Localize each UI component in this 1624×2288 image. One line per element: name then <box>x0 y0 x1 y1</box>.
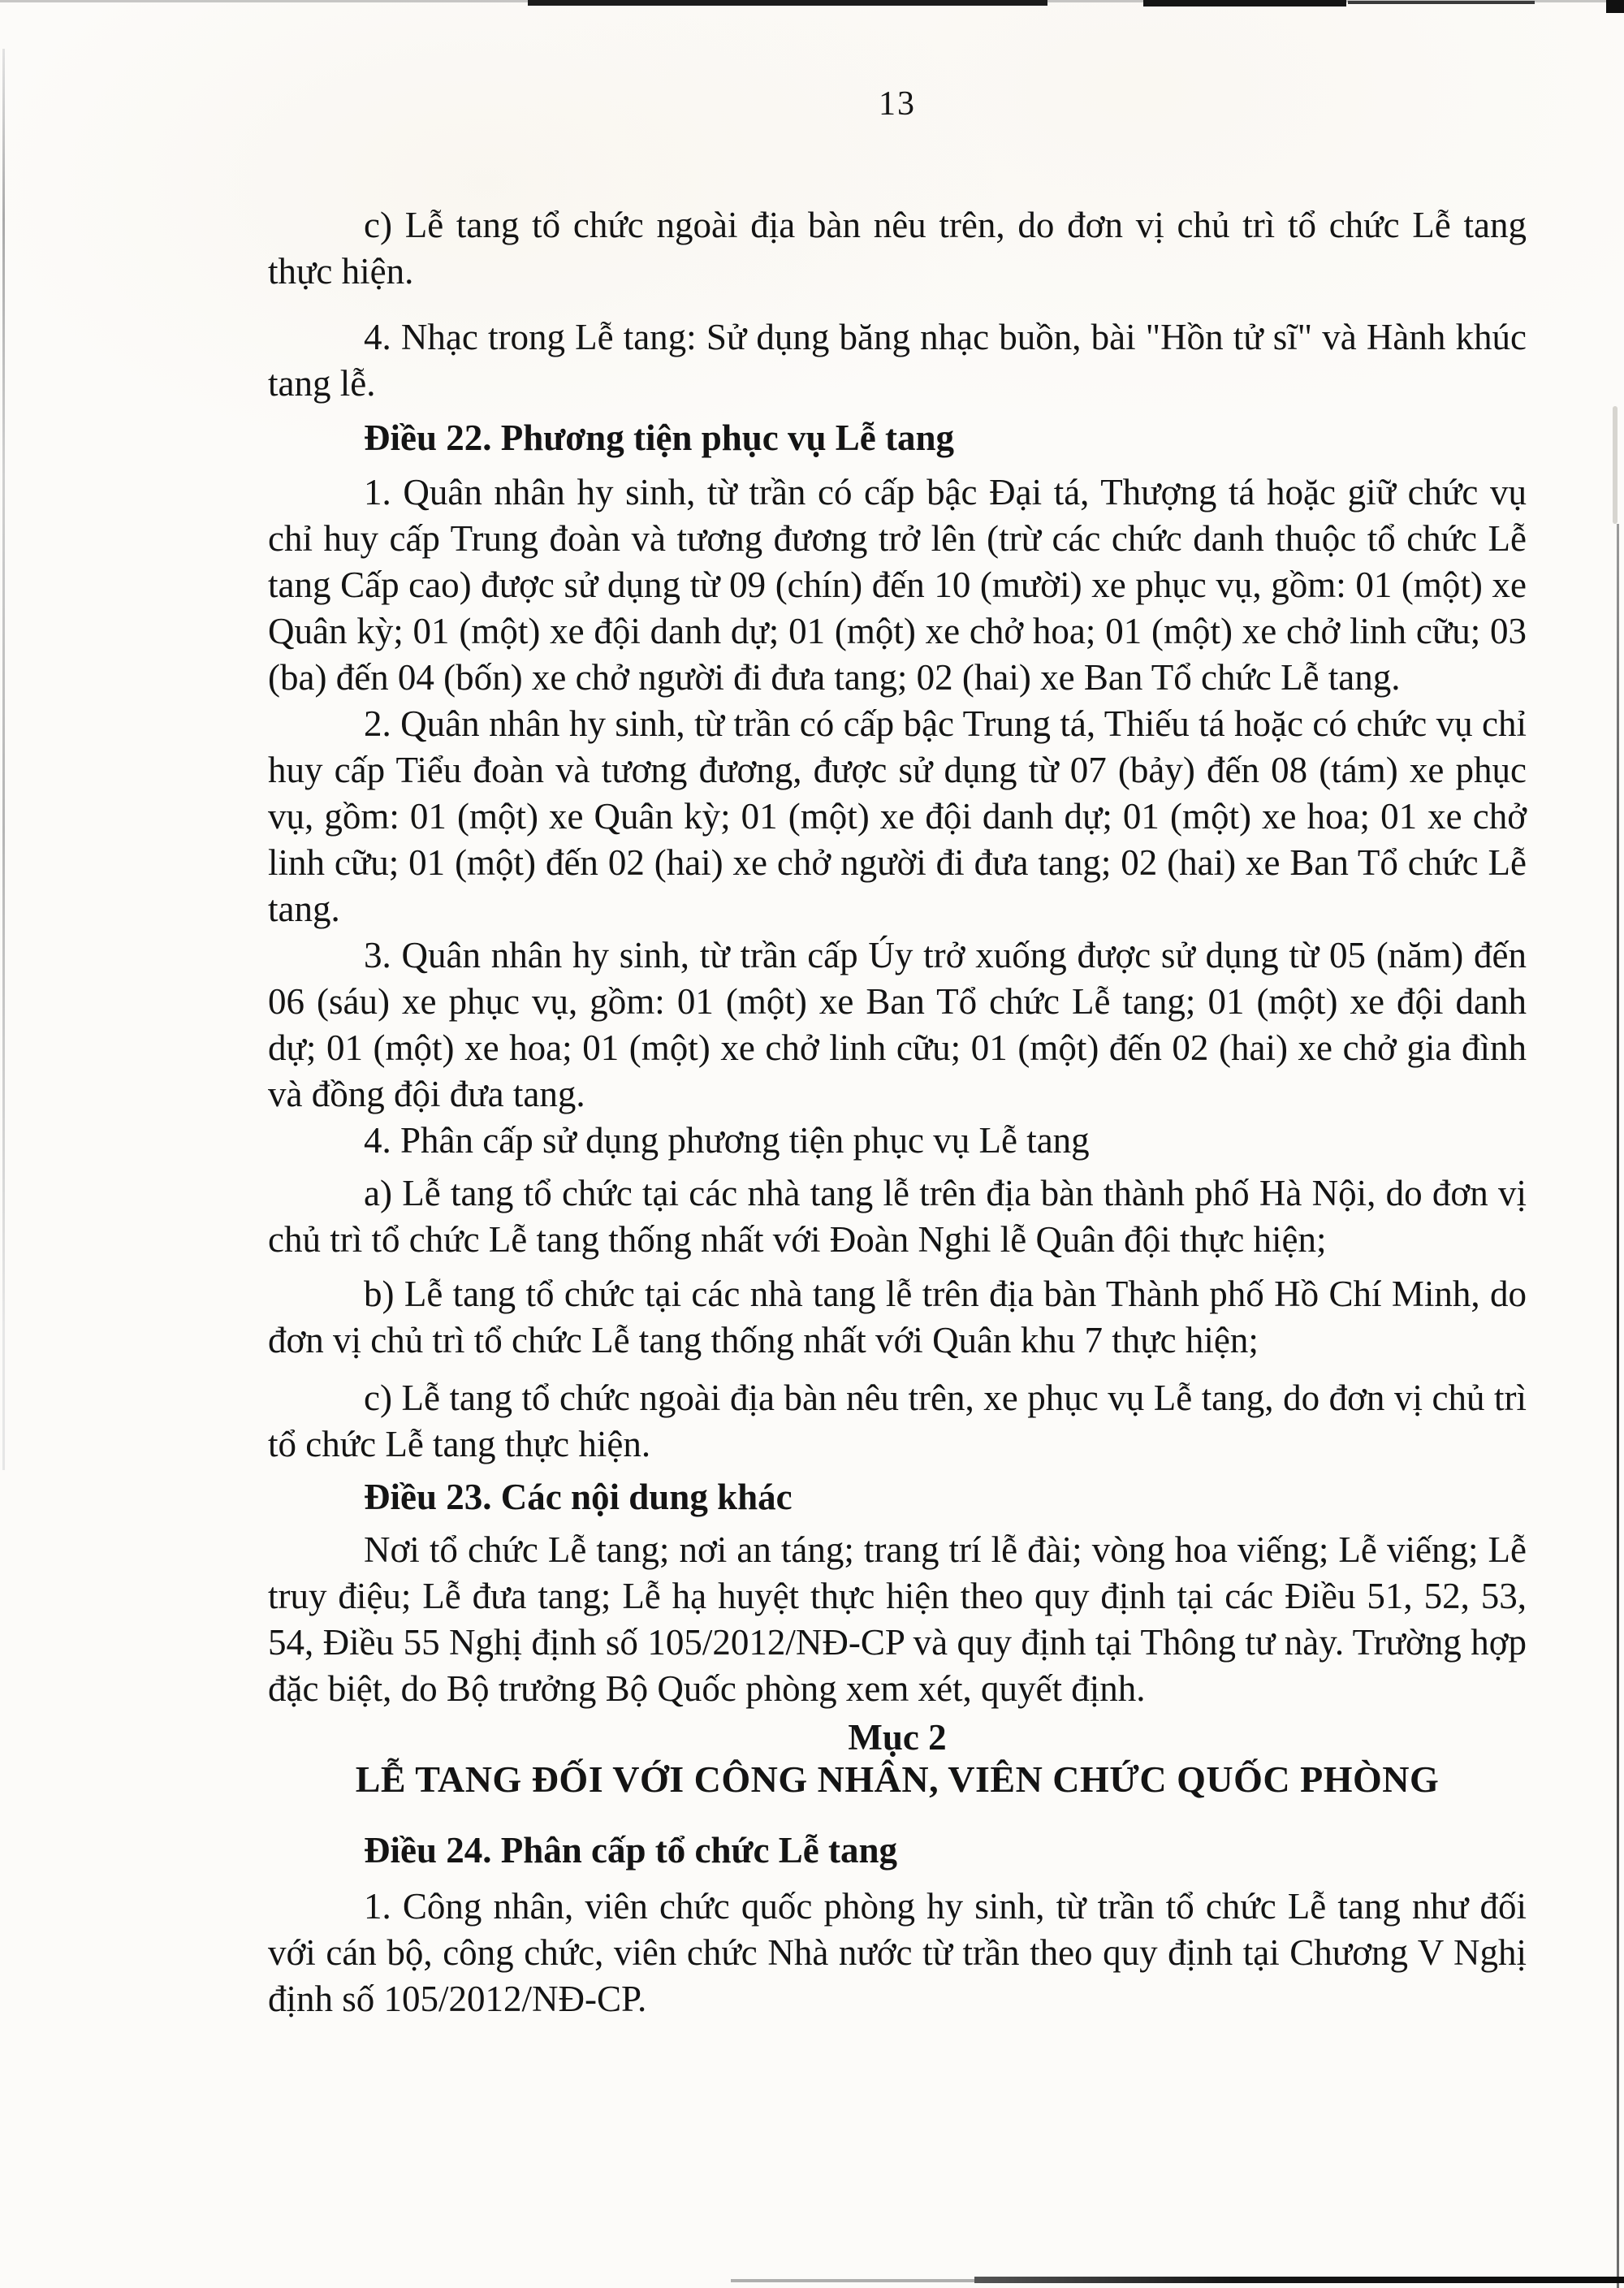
scan-artifact-right-edge-smudge <box>1613 406 1618 524</box>
heading-article-23: Điều 23. Các nội dung khác <box>364 1477 793 1517</box>
paragraph-point-c-previous-article: c) Lễ tang tổ chức ngoài địa bàn nêu trên, do đơn vị chủ trì tổ chức Lễ tang thực hiện. <box>268 205 1527 292</box>
paragraph-article22-clause-4: 4. Phân cấp sử dụng phương tiện phục vụ Lễ tang <box>364 1120 1090 1161</box>
paragraph-article23-content: Nơi tổ chức Lễ tang; nơi an táng; trang trí lễ đài; vòng hoa viếng; Lễ viếng; Lễ truy điệu; Lễ đưa tang; Lễ hạ huyệt thực hiện theo quy định tại các Điều 51, 52, 53, 54, Điều 55 Nghị định số 105/2012/NĐ-CP và quy định tại Thông tư này. Trường hợp đặc biệt, do Bộ trưởng Bộ Quốc phòng xem xét, quyết định. <box>268 1529 1527 1709</box>
paragraph-article24-clause-1: 1. Công nhân, viên chức quốc phòng hy sinh, từ trần tổ chức Lễ tang như đối với cán bộ, công chức, viên chức Nhà nước từ trần theo quy định tại Chương V Nghị định số 105/2012/NĐ-CP. <box>268 1886 1527 2019</box>
paragraph-article22-clause-1: 1. Quân nhân hy sinh, từ trần có cấp bậc Đại tá, Thượng tá hoặc giữ chức vụ chỉ huy cấp Trung đoàn và tương đương trở lên (trừ các chức danh thuộc tổ chức Lễ tang Cấp cao) được sử dụng từ 09 (chín) đến 10 (mười) xe phục vụ, gồm: 01 (một) xe Quân kỳ; 01 (một) xe đội danh dự; 01 (một) xe chở hoa; 01 (một) xe chở linh cữu; 03 (ba) đến 04 (bốn) xe chở người đi đưa tang; 02 (hai) xe Ban Tổ chức Lễ tang. <box>268 472 1527 698</box>
paragraph-article22-clause-2: 2. Quân nhân hy sinh, từ trần có cấp bậc Trung tá, Thiếu tá hoặc có chức vụ chỉ huy cấp Tiểu đoàn và tương đương, được sử dụng từ 07 (bảy) đến 08 (tám) xe phục vụ, gồm: 01 (một) xe Quân kỳ; 01 (một) xe đội danh dự; 01 (một) xe hoa; 01 xe chở linh cữu; 01 (một) đến 02 (hai) xe chở người đi đưa tang; 02 (hai) xe Ban Tổ chức Lễ tang. <box>268 703 1527 929</box>
paragraph-article22-clause-3: 3. Quân nhân hy sinh, từ trần cấp Úy trở xuống được sử dụng từ 05 (năm) đến 06 (sáu) xe phục vụ, gồm: 01 (một) xe Ban Tổ chức Lễ tang; 01 (một) xe đội danh dự; 01 (một) xe hoa; 01 (một) xe chở linh cữu; 01 (một) đến 02 (hai) xe chở gia đình và đồng đội đưa tang. <box>268 935 1527 1114</box>
scan-artifact-right-edge-line <box>1617 524 1619 2288</box>
page-number: 13 <box>879 85 916 123</box>
heading-article-22: Điều 22. Phương tiện phục vụ Lễ tang <box>364 417 955 458</box>
paragraph-article22-clause-4b: b) Lễ tang tổ chức tại các nhà tang lễ trên địa bàn Thành phố Hồ Chí Minh, do đơn vị chủ trì tổ chức Lễ tang thống nhất với Quân khu 7 thực hiện; <box>268 1274 1527 1360</box>
scan-artifact-bottom-bar <box>731 2279 991 2282</box>
paragraph-article22-clause-4a: a) Lễ tang tổ chức tại các nhà tang lễ trên địa bàn thành phố Hà Nội, do đơn vị chủ trì tổ chức Lễ tang thống nhất với Đoàn Nghi lễ Quân đội thực hiện; <box>268 1173 1527 1260</box>
text-column <box>268 0 1527 2022</box>
paragraph-funeral-music: 4. Nhạc trong Lễ tang: Sử dụng băng nhạc buồn, bài "Hồn tử sĩ" và Hành khúc tang lễ. <box>268 317 1527 404</box>
section-2-title: LỄ TANG ĐỐI VỚI CÔNG NHÂN, VIÊN CHỨC QUỐC PHÒNG <box>355 1758 1440 1800</box>
scan-artifact-corner-block <box>1606 0 1624 13</box>
scan-artifact-bottom-bar <box>974 2277 1624 2283</box>
section-2-label: Mục 2 <box>848 1717 947 1758</box>
heading-article-24: Điều 24. Phân cấp tổ chức Lễ tang <box>364 1830 898 1871</box>
paragraph-article22-clause-4c: c) Lễ tang tổ chức ngoài địa bàn nêu trên, xe phục vụ Lễ tang, do đơn vị chủ trì tổ chức Lễ tang thực hiện. <box>268 1378 1527 1464</box>
scan-artifact-left-edge-line <box>2 49 5 1470</box>
